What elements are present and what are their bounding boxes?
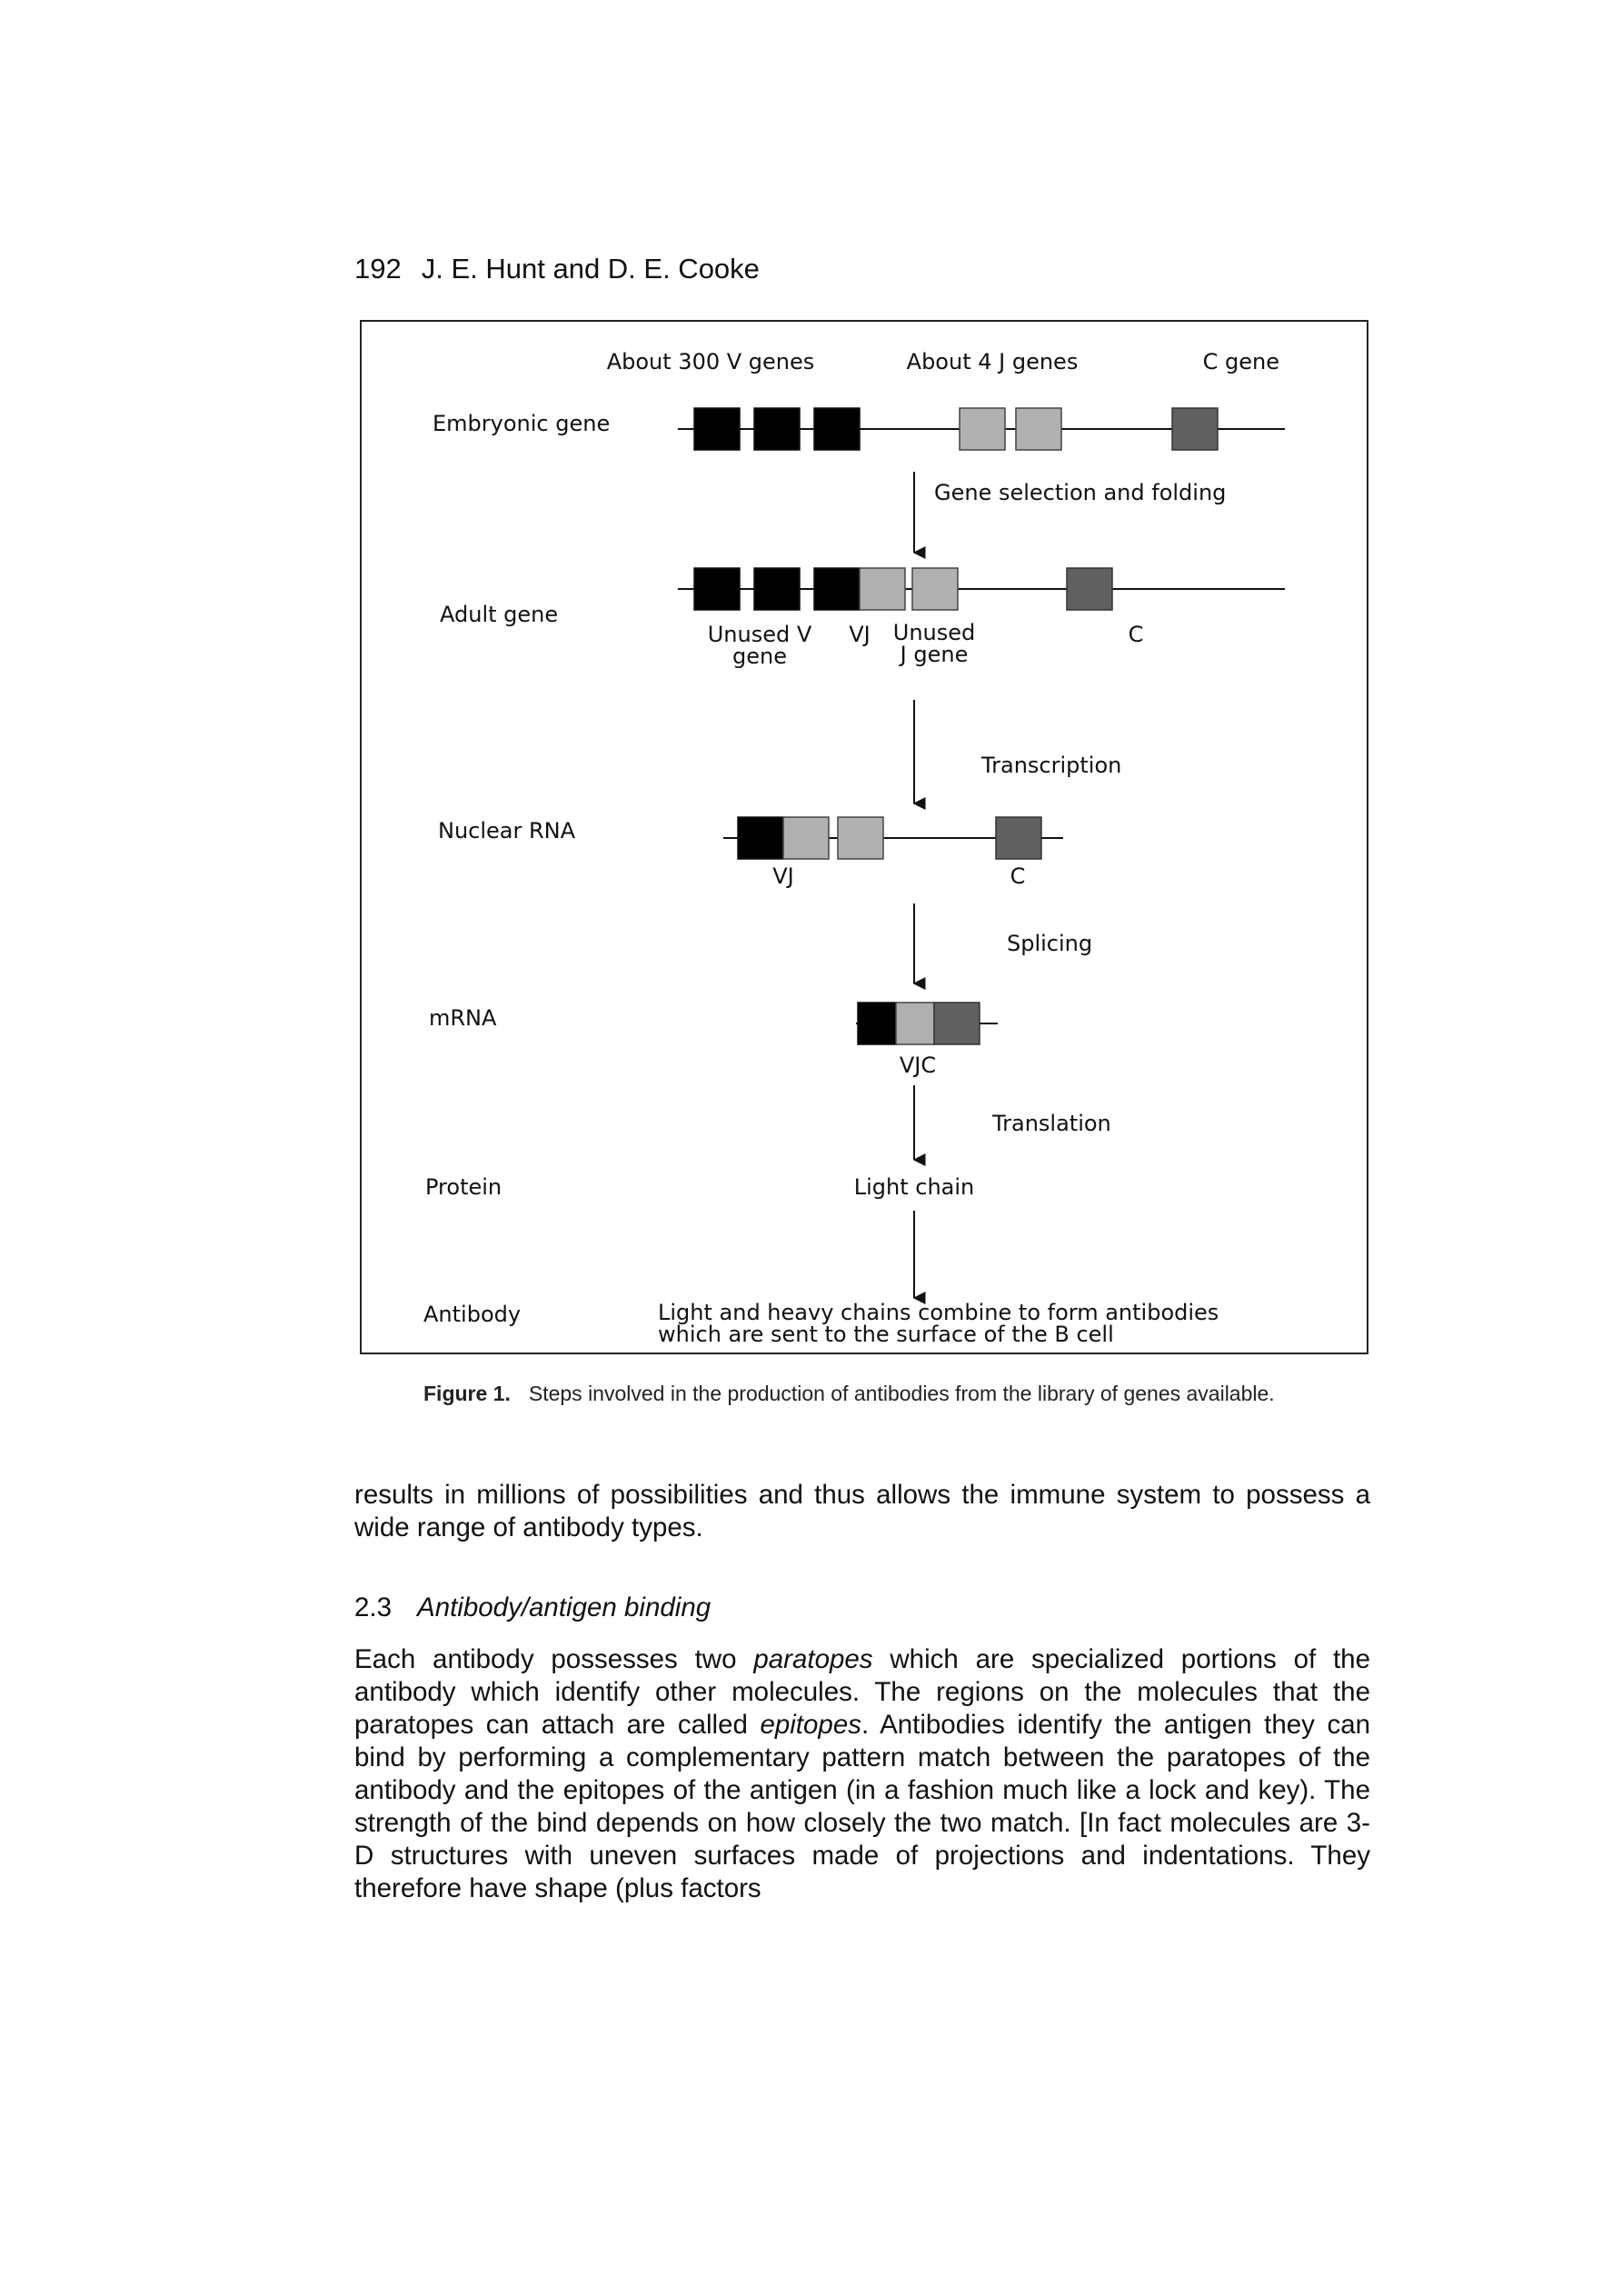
- section-heading: [354, 1592, 711, 1623]
- caption-text: Steps involved in the production of antibodies from the library of genes available.: [528, 1382, 1275, 1405]
- c-gene-label: C gene: [1202, 349, 1279, 374]
- step-transcription: Transcription: [981, 753, 1122, 778]
- section-number: 2.3: [354, 1592, 393, 1622]
- row-label-adult: Adult gene: [440, 602, 559, 627]
- para2-text-1: Each antibody possesses two: [354, 1644, 754, 1674]
- paragraph-continuation: results in millions of possibilities and thus allows the immune system to possess a wide range of antibody types.: [354, 1480, 1370, 1542]
- step-splicing: Splicing: [1007, 931, 1093, 956]
- label-unused-v-gene: gene: [732, 644, 787, 669]
- embryonic-v-segment: [694, 408, 740, 450]
- embryonic-j-segment: [960, 408, 1005, 450]
- figure-caption: [423, 1382, 1368, 1406]
- adult-vj-j-segment: [860, 568, 905, 610]
- row-label-mrna: mRNA: [429, 1005, 497, 1031]
- figure-1: [360, 320, 1368, 1354]
- label-unused-j-gene: J gene: [900, 642, 969, 667]
- rna-unused-j-segment: [838, 817, 883, 859]
- label-adult-c: C: [1128, 622, 1144, 647]
- term-epitopes: epitopes: [760, 1710, 861, 1740]
- label-unused-v: Unused V: [707, 622, 812, 647]
- antibody-description-1: Light and heavy chains combine to form antibodies: [658, 1300, 1219, 1325]
- para2-text-2: which are specialized portions of the antibody which identify other molecules. The regions on the molecules that the paratopes can attach are called: [354, 1644, 1370, 1740]
- v-genes-label: About 300 V genes: [606, 349, 815, 374]
- mrna-v-segment: [858, 1003, 896, 1044]
- adult-c-segment: [1067, 568, 1112, 610]
- label-rna-vj: VJ: [772, 863, 794, 889]
- embryonic-j-segment: [1016, 408, 1061, 450]
- row-label-nuclear-rna: Nuclear RNA: [438, 818, 576, 844]
- paragraph-antibody-binding: [354, 1643, 1370, 1905]
- adult-vj-v-segment: [814, 568, 860, 610]
- embryonic-v-segment: [754, 408, 800, 450]
- label-unused-j: Unused: [892, 620, 976, 645]
- rna-c-segment: [996, 817, 1041, 859]
- row-label-protein: Protein: [425, 1174, 503, 1200]
- step-translation: Translation: [992, 1111, 1111, 1136]
- label-light-chain: Light chain: [853, 1174, 975, 1200]
- label-rna-c: C: [1010, 863, 1026, 889]
- j-genes-label: About 4 J genes: [906, 349, 1079, 374]
- section-title: Antibody/antigen binding: [417, 1592, 711, 1622]
- embryonic-v-segment: [814, 408, 860, 450]
- row-label-antibody: Antibody: [423, 1302, 522, 1327]
- label-adult-vj: VJ: [849, 622, 871, 647]
- label-mrna-vjc: VJC: [899, 1053, 937, 1078]
- term-paratopes: paratopes: [753, 1644, 873, 1674]
- page-header: [354, 253, 760, 285]
- adult-v-segment: [754, 568, 800, 610]
- row-label-embryonic: Embryonic gene: [433, 411, 611, 436]
- mrna-j-segment: [896, 1003, 934, 1044]
- embryonic-c-segment: [1172, 408, 1218, 450]
- mrna-c-segment: [934, 1003, 980, 1044]
- running-authors: J. E. Hunt and D. E. Cooke: [421, 253, 760, 285]
- rna-v-segment: [738, 817, 783, 859]
- adult-v-segment: [694, 568, 740, 610]
- antibody-description-2: which are sent to the surface of the B cell: [658, 1322, 1114, 1347]
- page-number: 192: [354, 253, 402, 285]
- caption-label: Figure 1.: [423, 1382, 511, 1405]
- gene-diagram: [362, 322, 1370, 1356]
- para2-text-3: . Antibodies identify the antigen they can bind by performing a complementary pattern match between the paratopes of the antibody and the epitopes of the antigen (in a fashion much like a lock and key). The strength of the bind depends on how closely the two match. [In fact molecules are 3-D structures with uneven surfaces made of projections and indentations. They therefore have shape (plus factors: [354, 1710, 1371, 1903]
- rna-j-segment: [783, 817, 829, 859]
- adult-unused-j-segment: [912, 568, 958, 610]
- step-selection: Gene selection and folding: [934, 480, 1227, 505]
